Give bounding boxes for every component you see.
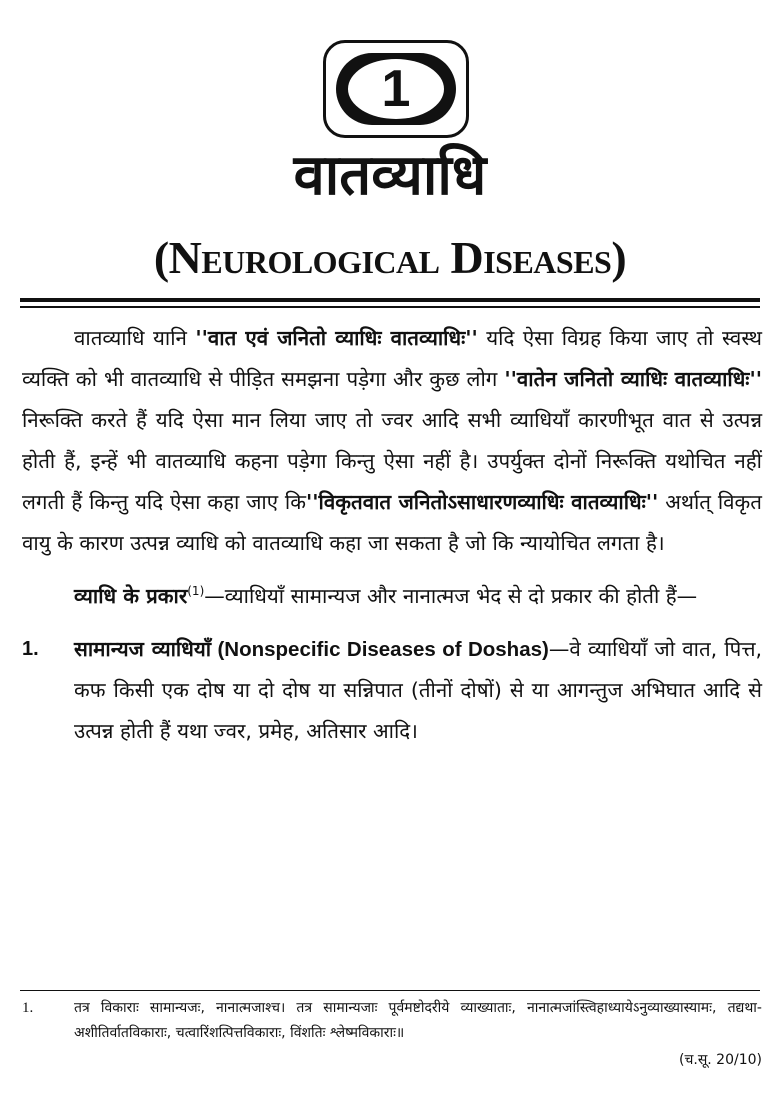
intro-text-3: निरूक्ति करते हैं यदि ऐसा मान लिया जाए तो ज्वर आदि सभी व्याधियाँ कारणीभूत वात से उत्पन्न होती हैं, इन्हें भी वातव्याधि कहना पड़ेगा किन्तु ऐसा नहीं है। उपर्युक्त दोनों निरूक्ति यथोचित नहीं लगती हैं किन्तु यदि ऐसा कहा जाए कि bbox=[22, 408, 762, 514]
intro-text-2: यदि ऐसा विग्रह किया जाए तो स्वस्थ व्यक्ति को भी वातव्याधि से पीड़ित समझना पड़ेगा और कुछ लोग bbox=[22, 326, 762, 391]
chapter-title-hindi: वातव्याधि bbox=[293, 143, 487, 208]
footnote-text: तत्र विकाराः सामान्यजः, नानात्मजाश्च। तत्र सामान्यजाः पूर्वमष्टोदरीये व्याख्याताः, नानात्मजांस्त्विहाध्यायेऽनुव्याख्यास्यामः, तद्यथा-अशीतिर्वातविकाराः, चत्वारिंशत्पित्तविकाराः, विंशतिः श्लेष्मविकाराः॥ bbox=[74, 1000, 762, 1041]
intro-text-1: वातव्याधि यानि bbox=[74, 326, 196, 350]
title-divider-thick bbox=[20, 298, 760, 302]
list-item-heading: सामान्यज व्याधियाँ bbox=[74, 637, 212, 661]
list-item-number: 1. bbox=[22, 638, 39, 660]
footnote-divider bbox=[20, 990, 760, 991]
main-body bbox=[22, 318, 762, 752]
footnote-marker: (1) bbox=[187, 584, 205, 599]
list-item bbox=[22, 629, 762, 752]
list-item-text: —वे व्याधियाँ जो वात, पित्त, कफ किसी एक दोष या दो दोष या सन्निपात (तीनों दोषों) से या आगन्तुज अभिघात आदि से उत्पन्न होती हैं यथा ज्वर, प्रमेह, अतिसार आदि। bbox=[74, 637, 763, 743]
intro-quote-1: ''वात एवं जनितो व्याधिः वातव्याधिः'' bbox=[195, 326, 478, 350]
disease-types-text: —व्याधियाँ सामान्यज और नानात्मज भेद से दो प्रकार की होती हैं— bbox=[204, 584, 698, 608]
title-divider-thin bbox=[20, 306, 760, 308]
intro-paragraph bbox=[22, 318, 762, 564]
list-item-heading-english: (Nonspecific Diseases of Doshas) bbox=[211, 638, 549, 661]
footnote-reference: (च.सू. 20/10) bbox=[679, 1052, 762, 1068]
chapter-number-badge bbox=[323, 40, 469, 138]
intro-quote-2: ''वातेन जनितो व्याधिः वातव्याधिः'' bbox=[504, 367, 762, 391]
intro-text-4: अर्थात् विकृत वायु के कारण उत्पन्न व्याधि को वातव्याधि कहा जा सकता है जो कि न्यायोचित लगता है। bbox=[22, 490, 762, 555]
chapter-number: 1 bbox=[348, 59, 444, 119]
disease-types-paragraph bbox=[22, 576, 762, 617]
chapter-title-english: (Neurological Diseases) bbox=[153, 232, 627, 283]
footnote-number: 1. bbox=[22, 1000, 34, 1016]
intro-quote-3: ''विकृतवात जनितोऽसाधारणव्याधिः वातव्याधिः'' bbox=[306, 490, 659, 514]
footnote bbox=[22, 996, 762, 1073]
disease-types-heading: व्याधि के प्रकार bbox=[74, 584, 188, 608]
